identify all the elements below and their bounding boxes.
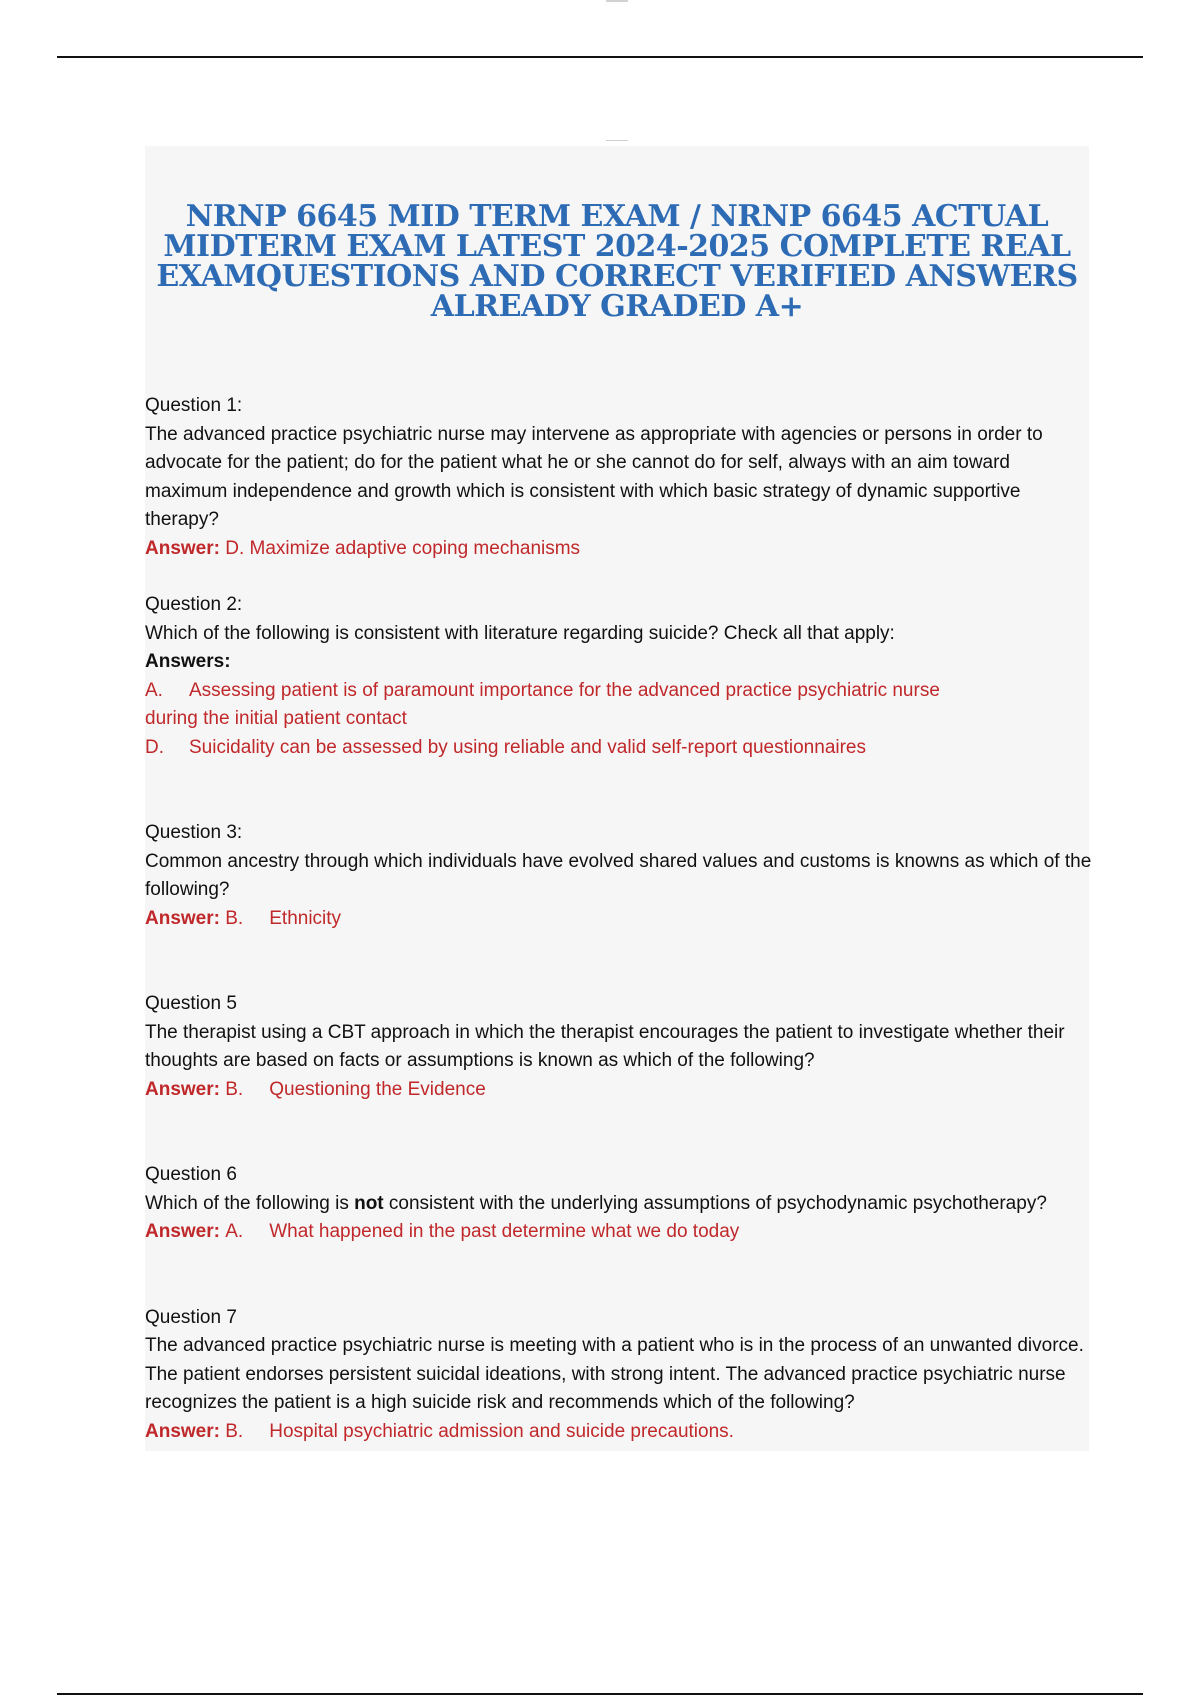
option-text: Suicidality can be assessed by using reliable and valid self-report questionnaires <box>189 736 866 758</box>
question-3 <box>145 819 1095 933</box>
question-text <box>145 1190 1095 1219</box>
answer-label: Answer: <box>145 537 220 559</box>
answers-label: Answers: <box>145 651 231 672</box>
answer-label: Answer: <box>145 907 220 929</box>
top-dash-mark <box>606 0 628 2</box>
page-title <box>145 199 1089 324</box>
answer-text: D. Maximize adaptive coping mechanisms <box>225 537 581 559</box>
question-text: The therapist using a CBT approach in which the therapist encourages the patient to investigate whether their thoughts are based on facts or assumptions is known as which of the following? <box>145 1021 1065 1071</box>
question-1 <box>145 392 1095 563</box>
answer <box>145 535 1095 564</box>
answer-text: Hospital psychiatric admission and suicide precautions. <box>269 1420 734 1442</box>
title-line: NRNP 6645 MID TERM EXAM / NRNP 6645 ACTUAL <box>185 199 1049 234</box>
question-text-after: consistent with the underlying assumptions of psychodynamic psychotherapy? <box>383 1192 1047 1214</box>
answer-text: Questioning the Evidence <box>269 1078 486 1100</box>
answer-text: Ethnicity <box>269 907 342 929</box>
answer <box>145 1218 1095 1247</box>
answer-letter: B. <box>225 1420 244 1442</box>
question-text: The advanced practice psychiatric nurse is meeting with a patient who is in the process of an unwanted divorce. The patient endorses persistent suicidal ideations, with strong intent. The advanced practice psychiatric nurse recognizes the patient is a high suicide risk and recommends which of the following? <box>145 1335 1084 1413</box>
question-label: Question 6 <box>145 1164 237 1185</box>
answer-letter: B. <box>225 907 244 929</box>
title-line: MIDTERM EXAM LATEST 2024-2025 COMPLETE REAL <box>163 229 1071 264</box>
question-5 <box>145 990 1095 1104</box>
top-rule <box>57 56 1143 58</box>
answer-label: Answer: <box>145 1221 220 1242</box>
answer-label: Answer: <box>145 1078 220 1100</box>
question-list <box>145 392 1095 1446</box>
title-line: ALREADY GRADED A+ <box>430 289 804 324</box>
answer <box>145 1076 1095 1105</box>
panel-dash-mark <box>606 140 628 141</box>
title-line: EXAMQUESTIONS AND CORRECT VERIFIED ANSWERS <box>156 259 1078 294</box>
answer-option <box>145 677 1095 706</box>
option-text: Assessing patient is of paramount importance for the advanced practice psychiatric nurse <box>189 679 940 701</box>
question-6 <box>145 1161 1095 1247</box>
question-7 <box>145 1304 1095 1447</box>
option-letter: A. <box>145 679 163 701</box>
option-letter: D. <box>145 736 164 758</box>
answer-text: What happened in the past determine what we do today <box>269 1221 740 1242</box>
answer-option-continuation: during the initial patient contact <box>145 708 407 729</box>
question-label: Question 7 <box>145 1306 237 1328</box>
answer-letter: A. <box>225 1221 244 1242</box>
answer <box>145 1418 1095 1447</box>
answer-label: Answer: <box>145 1420 220 1442</box>
question-label: Question 2: <box>145 594 243 615</box>
question-label: Question 1: <box>145 395 243 416</box>
answer-option <box>145 734 1095 763</box>
question-text: Which of the following is consistent with literature regarding suicide? Check all that apply: <box>145 622 895 644</box>
answer-letter: B. <box>225 1078 244 1100</box>
question-text: The advanced practice psychiatric nurse may intervene as appropriate with agencies or persons in order to advocate for the patient; do for the patient what he or she cannot do for self, always with an aim toward maximum independence and growth which is consistent with which basic strategy of dynamic supportive therapy? <box>145 423 1043 530</box>
answer <box>145 905 1095 934</box>
question-label: Question 5 <box>145 993 237 1014</box>
question-label: Question 3: <box>145 822 243 843</box>
question-text-emphasis: not <box>354 1192 384 1214</box>
question-text-before: Which of the following is <box>145 1192 355 1214</box>
question-2 <box>145 591 1095 762</box>
question-text: Common ancestry through which individuals have evolved shared values and customs is knowns as which of the following? <box>145 850 1092 900</box>
bottom-rule <box>57 1693 1143 1695</box>
